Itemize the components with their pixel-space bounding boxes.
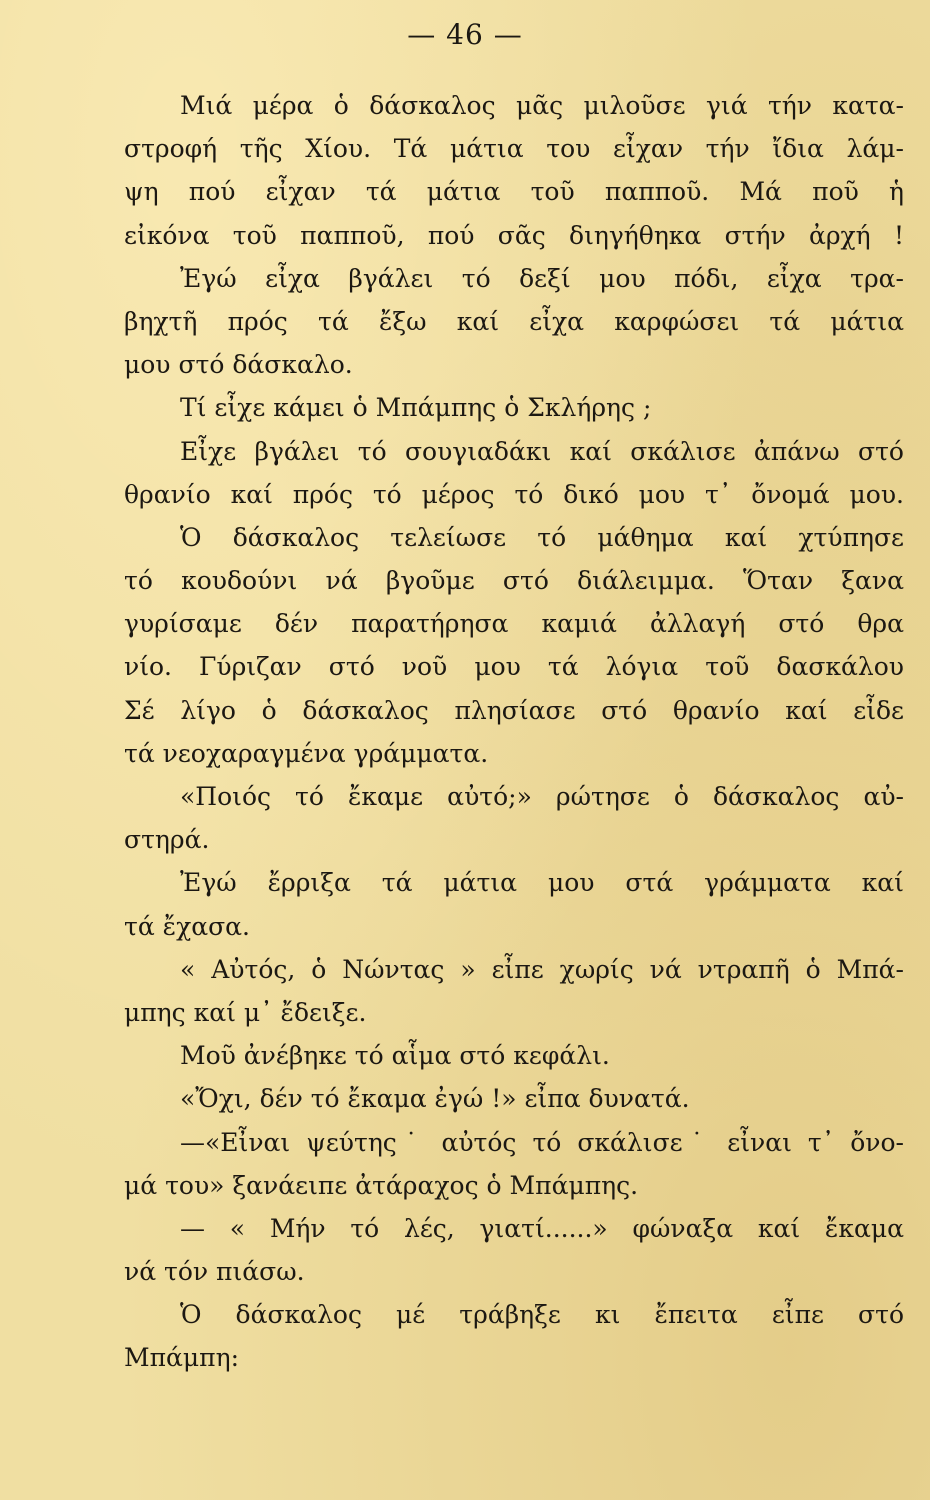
text-line: «Ὄχι, δέν τό ἔκαμα ἐγώ !» εἶπα δυνατά. xyxy=(180,1084,690,1114)
text-line: εἰκόνα τοῦ παπποῦ, πού σᾶς διηγήθηκα στήν ἀρχή ! xyxy=(124,220,904,250)
text-line: Μοῦ ἀνέβηκε τό αἷμα στό κεφάλι. xyxy=(180,1041,610,1071)
text-line: —«Εἶναι ψεύτης˙ αὐτός τό σκάλισε˙ εἶναι τ᾽ ὄνο- xyxy=(180,1127,904,1157)
text-line: στροφή τῆς Χίου. Τά μάτια του εἶχαν τήν ἴδια λάμ- xyxy=(124,134,904,164)
text-line: νίο. Γύριζαν στό νοῦ μου τά λόγια τοῦ δασκάλου xyxy=(124,652,904,682)
text-line: ψη πού εἶχαν τά μάτια τοῦ παπποῦ. Μά ποῦ ἡ xyxy=(124,177,904,207)
text-line: τά νεοχαραγμένα γράμματα. xyxy=(124,738,489,768)
text-line: μπης καί μ᾽ ἔδειξε. xyxy=(124,997,367,1027)
text-line: Μπάμπη: xyxy=(124,1343,239,1373)
text-line: Μιά μέρα ὁ δάσκαλος μᾶς μιλοῦσε γιά τήν κατα- xyxy=(180,91,904,120)
text-line: στηρά. xyxy=(124,825,210,855)
page-body-text xyxy=(124,84,904,1380)
text-line: τό κουδούνι νά βγοῦμε στό διάλειμμα. Ὅταν ξανα xyxy=(124,566,904,596)
text-line: Ἐγώ εἶχα βγάλει τό δεξί μου πόδι, εἶχα τρα- xyxy=(180,263,904,293)
page-number: — 46 — xyxy=(407,18,523,51)
text-line: θρανίο καί πρός τό μέρος τό δικό μου τ᾽ ὄνομά μου. xyxy=(124,479,904,509)
text-line: βηχτῆ πρός τά ἔξω καί εἶχα καρφώσει τά μάτια xyxy=(124,306,904,336)
text-line: Σέ λίγο ὁ δάσκαλος πλησίασε στό θρανίο καί εἶδε xyxy=(124,695,904,725)
text-line: « Αὐτός, ὁ Νώντας » εἶπε χωρίς νά ντραπῆ ὁ Μπά- xyxy=(180,954,904,984)
text-line: Ὁ δάσκαλος τελείωσε τό μάθημα καί χτύπησε xyxy=(180,522,904,552)
text-line: μά του» ξανάειπε ἀτάραχος ὁ Μπάμπης. xyxy=(124,1170,639,1200)
text-line: Τί εἶχε κάμει ὁ Μπάμπης ὁ Σκλήρης ; xyxy=(180,393,652,423)
text-line: Ἐγώ ἔρριξα τά μάτια μου στά γράμματα καί xyxy=(180,868,904,898)
text-line: Ὁ δάσκαλος μέ τράβηξε κι ἔπειτα εἶπε στό xyxy=(180,1300,904,1330)
text-line: γυρίσαμε δέν παρατήρησα καμιά ἀλλαγή στό θρα xyxy=(124,609,904,639)
text-line: νά τόν πιάσω. xyxy=(124,1257,305,1287)
text-line: τά ἔχασα. xyxy=(124,911,251,941)
text-line: — « Μήν τό λές, γιατί......» φώναξα καί ἔκαμα xyxy=(180,1213,904,1243)
text-line: μου στό δάσκαλο. xyxy=(124,350,353,380)
text-line: Εἶχε βγάλει τό σουγιαδάκι καί σκάλισε ἀπάνω στό xyxy=(180,436,904,466)
text-line: «Ποιός τό ἔκαμε αὐτό;» ρώτησε ὁ δάσκαλος αὐ- xyxy=(180,782,904,811)
